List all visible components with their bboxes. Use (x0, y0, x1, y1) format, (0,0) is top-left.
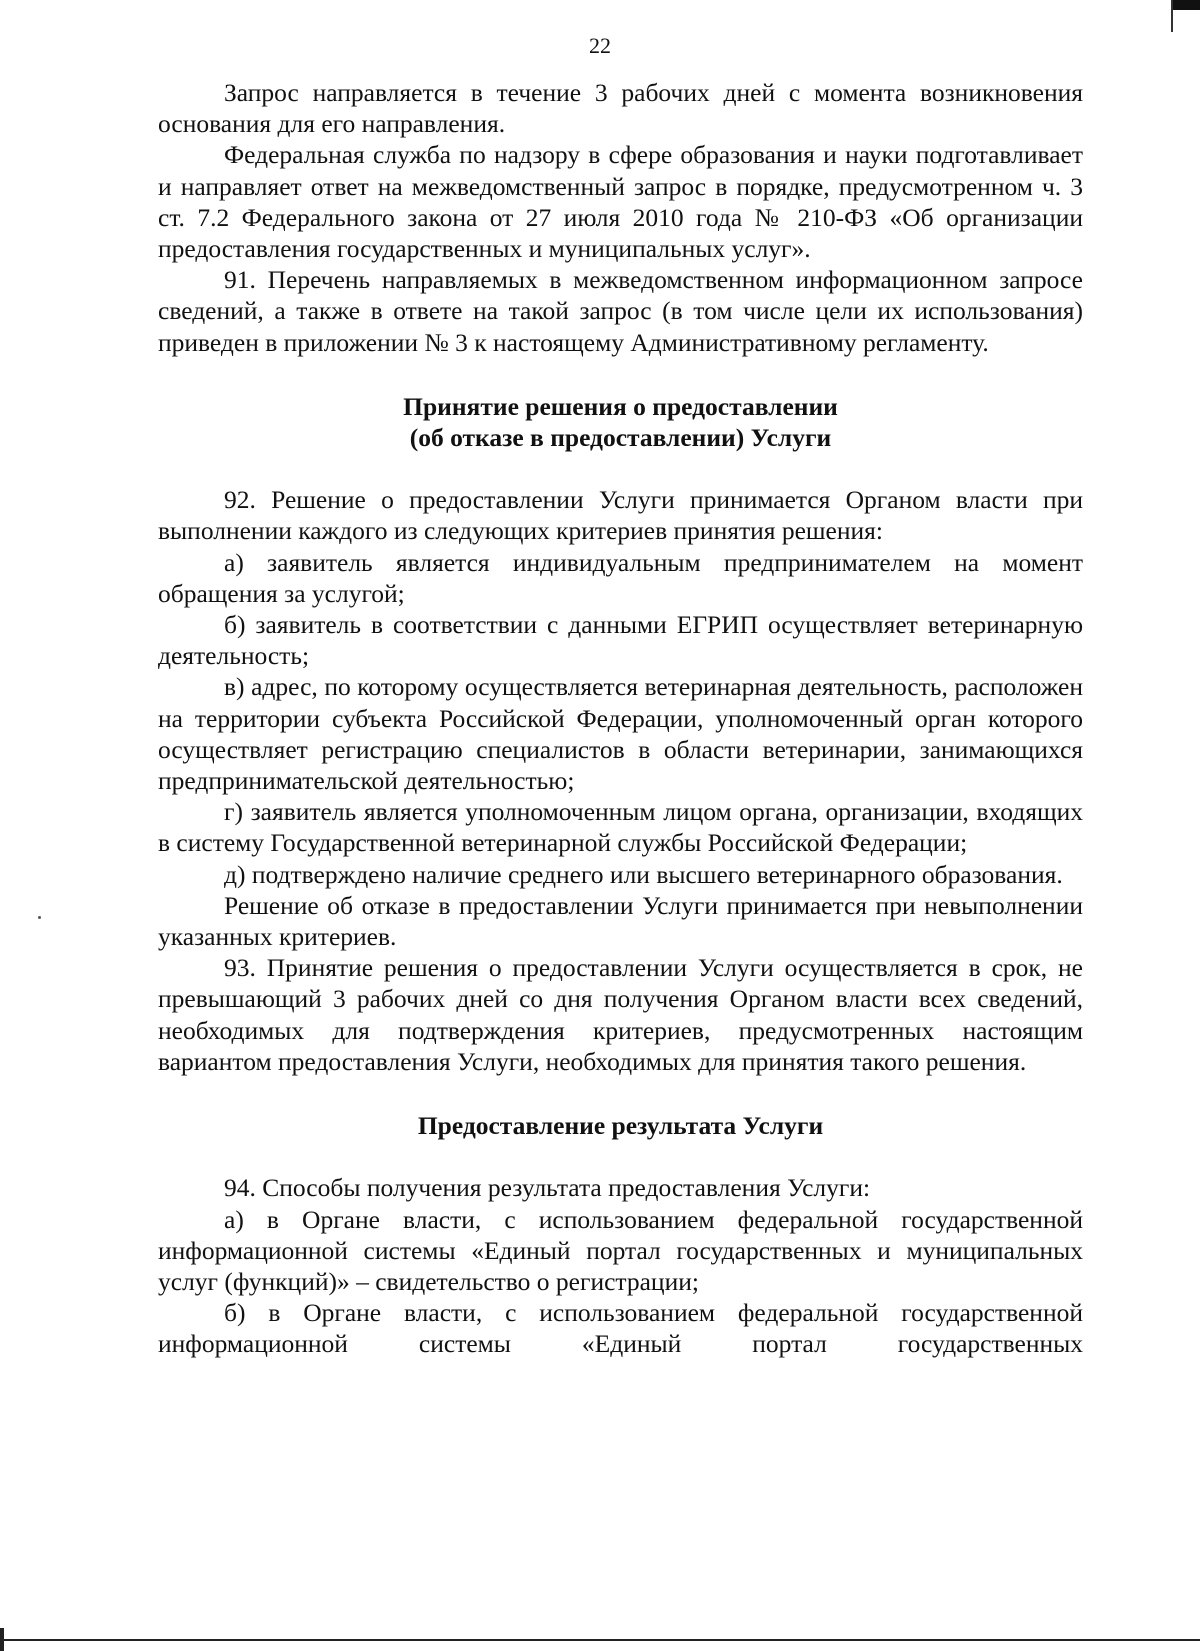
section-heading-decision-line1: Принятие решения о предоставлении (403, 391, 838, 421)
page-number: 22 (589, 33, 611, 58)
scan-artifact-bottom-left (0, 1628, 4, 1651)
result-method-b: б) в Органе власти, с использованием федеральной государственной информационной системы «Единый портал государственных (158, 1298, 1083, 1359)
paragraph-request-timing: Запрос направляется в течение 3 рабочих дней с момента возникновения основания для его направления. (158, 78, 1083, 139)
paragraph-93: 93. Принятие решения о предоставлении Услуги осуществляется в срок, не превышающий 3 рабочих дней со дня получения Органом власти всех сведений, необходимых для подтверждения критериев, предусмотренных настоящим вариантом предоставления Услуги, необходимых для принятия такого решения. (158, 953, 1083, 1076)
section-heading-result-line: Предоставление результата Услуги (417, 1111, 824, 1141)
section-heading-decision-line2: (об отказе в предоставлении) Услуги (409, 423, 832, 453)
criterion-d: д) подтверждено наличие среднего или высшего ветеринарного образования. (224, 859, 1063, 889)
scan-artifact-dot (38, 916, 41, 919)
paragraph-91: 91. Перечень направляемых в межведомственном информационном запросе сведений, а также в ответе на такой запрос (в том числе цели их использования) приведен в приложении № 3 к настоящему Административному регламенту. (158, 265, 1083, 357)
criterion-v: в) адрес, по которому осуществляется ветеринарная деятельность, расположен на территории субъекта Российской Федерации, уполномоченный орган которого осуществляет регистрацию специалистов в области ветеринарии, занимающихся предпринимательской деятельностью; (158, 672, 1083, 796)
document-body (158, 77, 1083, 1360)
criterion-g: г) заявитель является уполномоченным лицом органа, организации, входящих в систему Государственной ветеринарной службы Российской Федерации; (158, 797, 1083, 858)
scan-artifact-bottom-edge (0, 1639, 1200, 1641)
scan-artifact-line (1171, 0, 1173, 32)
scan-artifact-corner (1172, 0, 1200, 10)
paragraph-92: 92. Решение о предоставлении Услуги принимается Органом власти при выполнении каждого из следующих критериев принятия решения: (158, 485, 1083, 546)
criterion-b: б) заявитель в соответствии с данными ЕГРИП осуществляет ветеринарную деятельность; (158, 610, 1083, 671)
paragraph-federal-service: Федеральная служба по надзору в сфере образования и науки подготавливает и направляет ответ на межведомственный запрос в порядке, предусмотренном ч. 3 ст. 7.2 Федерального закона от 27 июля 2010 года № 210-ФЗ «Об организации предоставления государственных и муниципальных услуг». (158, 140, 1083, 264)
result-method-a: а) в Органе власти, с использованием федеральной государственной информационной системы «Единый портал государственных и муниципальных услуг (функций)» – свидетельство о регистрации; (158, 1204, 1083, 1296)
paragraph-refusal: Решение об отказе в предоставлении Услуги принимается при невыполнении указанных критериев. (158, 890, 1083, 952)
section-heading-result (158, 1110, 1083, 1141)
criterion-a: а) заявитель является индивидуальным предпринимателем на момент обращения за услугой; (158, 547, 1083, 608)
section-heading-decision (158, 391, 1083, 453)
paragraph-94: 94. Способы получения результата предоставления Услуги: (224, 1173, 871, 1203)
